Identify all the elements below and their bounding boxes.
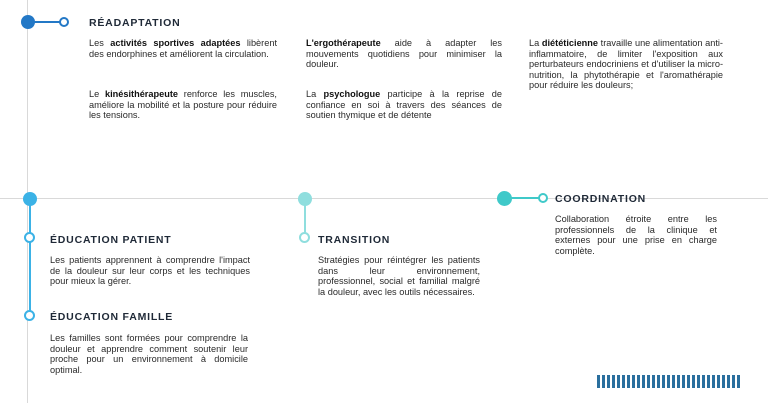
- barcode-bar: [612, 375, 615, 388]
- transition-node: [298, 192, 312, 206]
- education-famille-text: Les familles sont formées pour comprendre la douleur et apprendre comment soutenir leur proche pour un environnement à domicile optimal.: [50, 333, 248, 375]
- education-famille-title: ÉDUCATION FAMILLE: [50, 311, 174, 323]
- barcode-bar: [622, 375, 625, 388]
- readaptation-title: RÉADAPTATION: [89, 17, 181, 29]
- barcode-bar: [702, 375, 705, 388]
- education-famille-ring-icon: [24, 310, 35, 321]
- timeline-branch-education: [29, 198, 31, 316]
- coordination-node: [497, 191, 512, 206]
- barcode-bar: [637, 375, 640, 388]
- barcode-bar: [617, 375, 620, 388]
- barcode-bar: [687, 375, 690, 388]
- barcode-bar: [692, 375, 695, 388]
- barcode-bar: [712, 375, 715, 388]
- barcode-bar: [737, 375, 740, 388]
- transition-text: Stratégies pour réintégrer les patients dans leur environnement, professionnel, social et familial malgré la douleur, avec les outils nécessaires.: [318, 255, 480, 297]
- barcode-bar: [672, 375, 675, 388]
- readaptation-col1-p1: Les activités sportives adaptées libèrent des endorphines et améliorent la circulation.: [89, 38, 277, 59]
- barcode-bar: [652, 375, 655, 388]
- barcode-bar: [642, 375, 645, 388]
- education-patient-ring-icon: [24, 232, 35, 243]
- barcode-bar: [597, 375, 600, 388]
- barcode-bar: [647, 375, 650, 388]
- barcode-bar: [707, 375, 710, 388]
- readaptation-connector: [34, 21, 60, 23]
- barcode-bar: [727, 375, 730, 388]
- coordination-connector: [511, 197, 539, 199]
- barcode-bar: [667, 375, 670, 388]
- barcode-bar: [607, 375, 610, 388]
- readaptation-col2-p2: La psychologue participe à la reprise de confiance en soi à travers des séances de soutien thymique et de détente: [306, 89, 502, 121]
- barcode-bar: [657, 375, 660, 388]
- decorative-barcode: [597, 375, 740, 388]
- barcode-bar: [677, 375, 680, 388]
- coordination-ring-icon: [538, 193, 548, 203]
- readaptation-ring-icon: [59, 17, 69, 27]
- barcode-bar: [627, 375, 630, 388]
- barcode-bar: [722, 375, 725, 388]
- barcode-bar: [662, 375, 665, 388]
- education-patient-title: ÉDUCATION PATIENT: [50, 234, 172, 246]
- barcode-bar: [732, 375, 735, 388]
- coordination-title: COORDINATION: [555, 193, 647, 205]
- readaptation-col2-p1: L'ergothérapeute aide à adapter les mouvements quotidiens pour minimiser la douleur.: [306, 38, 502, 70]
- barcode-bar: [682, 375, 685, 388]
- education-patient-text: Les patients apprennent à comprendre l'impact de la douleur sur leur corps et les techniques pour mieux la gérer.: [50, 255, 250, 287]
- timeline-horizontal-main: [0, 198, 768, 199]
- education-node: [23, 192, 37, 206]
- transition-title: TRANSITION: [318, 234, 391, 246]
- barcode-bar: [632, 375, 635, 388]
- coordination-text: Collaboration étroite entre les professionnels de la clinique et externes pour une prise en charge complète.: [555, 214, 717, 256]
- readaptation-col1-p2: Le kinésithérapeute renforce les muscles, améliore la mobilité et la posture pour réduire les tensions.: [89, 89, 277, 121]
- barcode-bar: [697, 375, 700, 388]
- barcode-bar: [602, 375, 605, 388]
- readaptation-col3-p1: La diététicienne travaille une alimentation anti-inflammatoire, de limiter l'exposition aux perturbateurs endocriniens et d'utiliser la micro-nutrition, la phytothérapie et l'aromathérapie pour réduire les douleurs;: [529, 38, 723, 91]
- transition-ring-icon: [299, 232, 310, 243]
- readaptation-node: [21, 15, 35, 29]
- barcode-bar: [717, 375, 720, 388]
